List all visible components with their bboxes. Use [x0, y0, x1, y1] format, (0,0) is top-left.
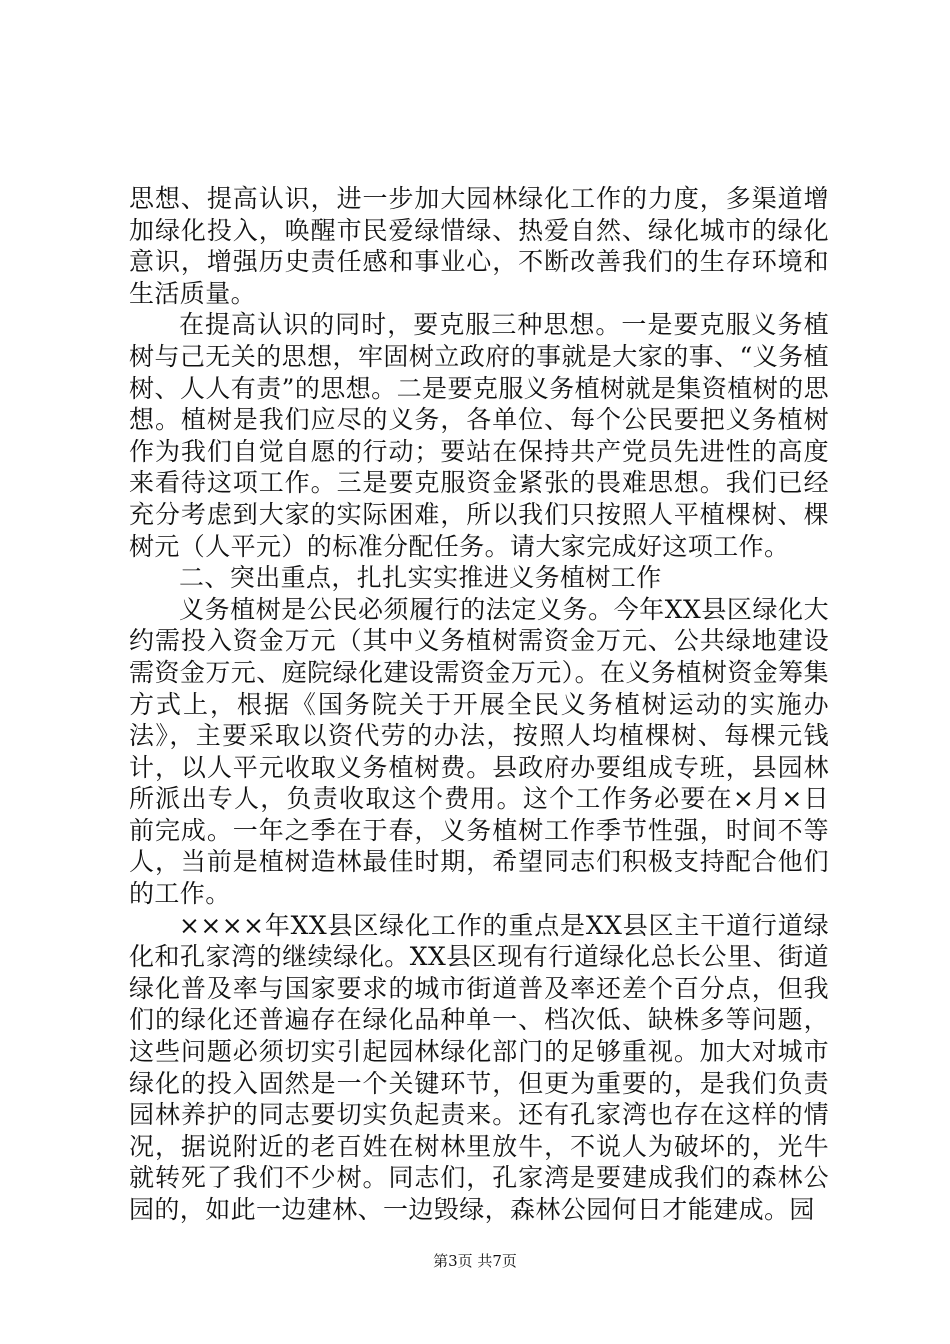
page-number-footer: 第3页 共7页 — [433, 1252, 517, 1270]
section-heading: 二、突出重点，扎扎实实推进义务植树工作 — [179, 563, 662, 593]
paragraph-2: 在提高认识的同时，要克服三种思想。一是要克服义务植树与己无关的思想，牢固树立政府的事就是大家的事、“义务植树、人人有责”的思想。二是要克服义务植树就是集资植树的思想。植树是我们应尽的义务，各单位、每个公民要把义务植树作为我们自觉自愿的行动；要站在保持共产党员先进性的高度来看待这项工作。三是要克服资金紧张的畏难思想。我们已经充分考虑到大家的实际困难，所以我们只按照人平植棵树、棵树元（人平元）的标准分配任务。请大家完成好这项工作。 — [129, 310, 829, 561]
paragraph-1: 思想、提高认识，进一步加大园林绿化工作的力度，多渠道增加绿化投入，唤醒市民爱绿惜绿、热爱自然、绿化城市的绿化意识，增强历史责任感和事业心，不断改善我们的生存环境和生活质量。 — [129, 184, 829, 308]
paragraph-4: ××××年XX县区绿化工作的重点是XX县区主干道行道绿化和孔家湾的继续绿化。XX县区现有行道绿化总长公里、街道绿化普及率与国家要求的城市街道普及率还差个百分点，但我们的绿化还普遍存在绿化品种单一、档次低、缺株多等问题，这些问题必须切实引起园林绿化部门的足够重视。加大对城市绿化的投入固然是一个关键环节，但更为重要的，是我们负责园林养护的同志要切实负起责来。还有孔家湾也存在这样的情况，据说附近的老百姓在树林里放牛，不说人为破坏的，光牛就转死了我们不少树。同志们，孔家湾是要建成我们的森林公园的，如此一边建林、一边毁绿，森林公园何日才能建成。园 — [129, 910, 829, 1224]
paragraph-3: 义务植树是公民必须履行的法定义务。今年XX县区绿化大约需投入资金万元（其中义务植树需资金万元、公共绿地建设需资金万元、庭院绿化建设需资金万元）。在义务植树资金筹集方式上，根据《国务院关于开展全民义务植树运动的实施办法》，主要采取以资代劳的办法，按照人均植棵树、每棵元钱计，以人平元收取义务植树费。县政府办要组成专班，县园林所派出专人，负责收取这个费用。这个工作务必要在×月×日前完成。一年之季在于春，义务植树工作季节性强，时间不等人，当前是植树造林最佳时期，希望同志们积极支持配合他们的工作。 — [129, 594, 829, 909]
document-body — [129, 183, 829, 1226]
